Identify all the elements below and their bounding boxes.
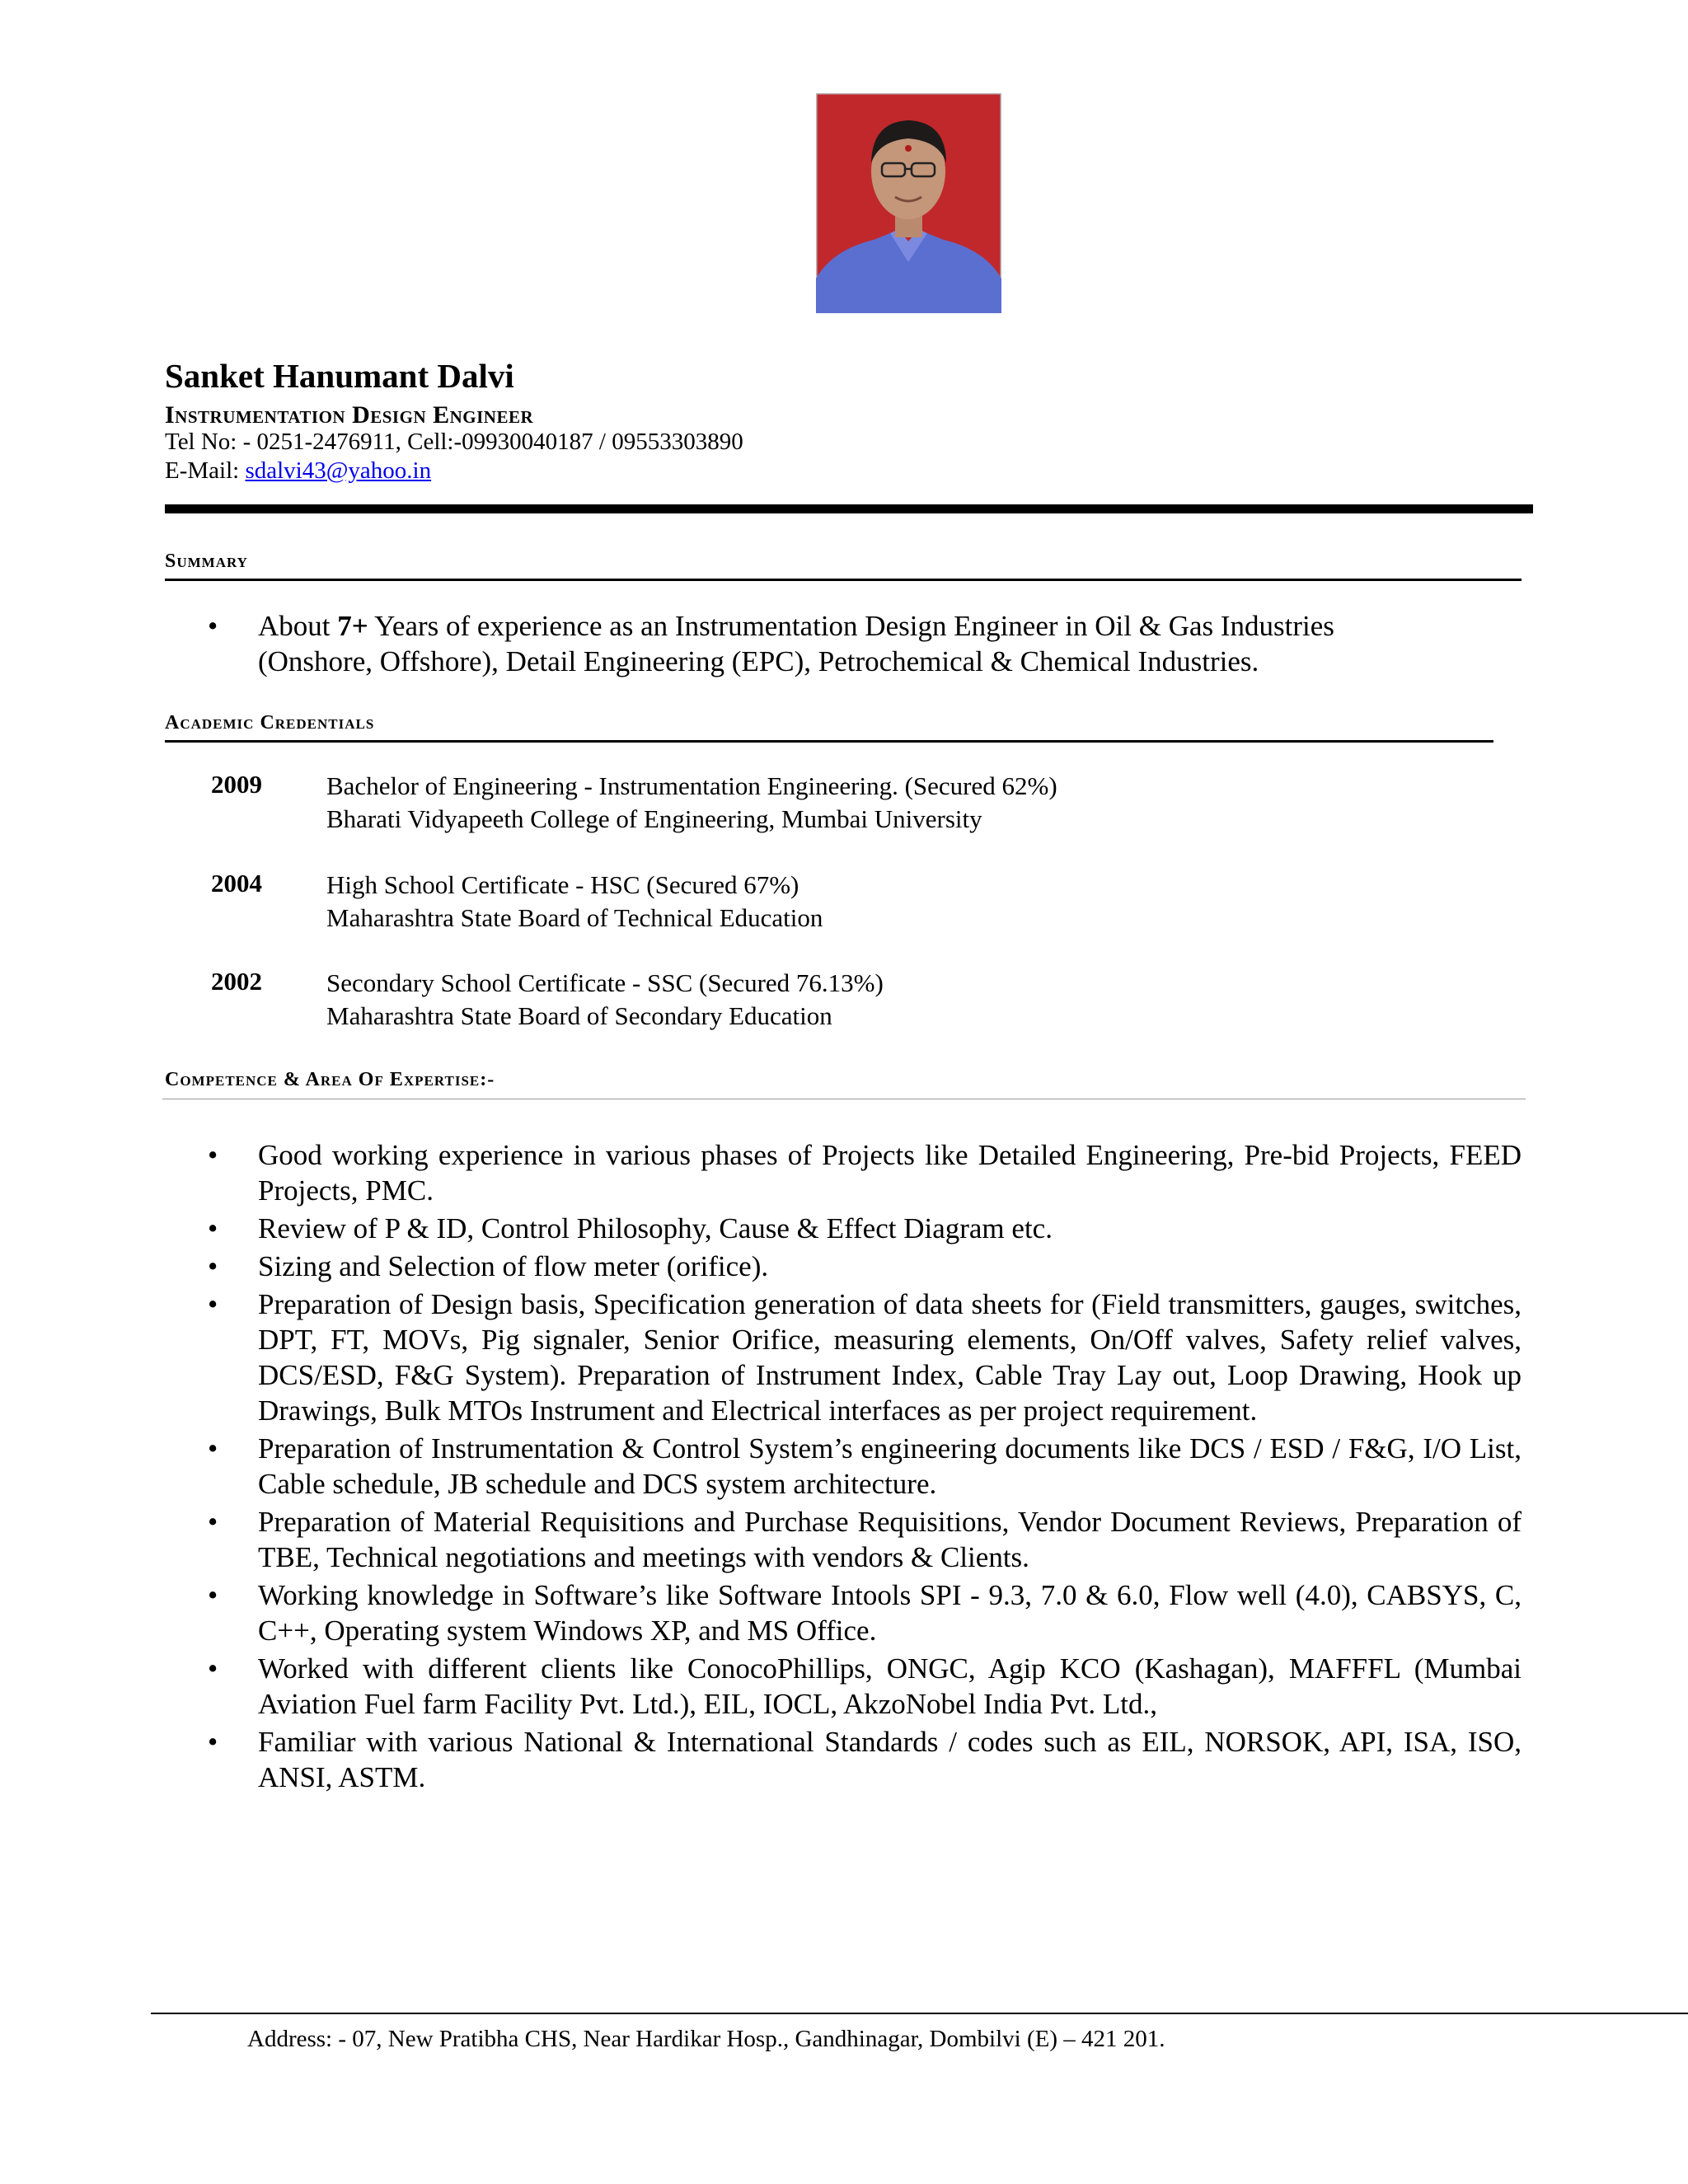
summary-divider bbox=[165, 579, 1522, 581]
job-title: Instrumentation Design Engineer bbox=[165, 401, 534, 429]
competence-item: • Preparation of Design basis, Specification generation of data sheets for (Field transmitters, gauges, switches, DPT, FT, MOVs, Pig signaler, Senior Orifice, measuring elements, On/Off valves, Safety relief valves, DCS/ESD, F&G System). Preparation of Instrument Index, Cable Tray Lay out, Loop Drawing, Hook up Drawings, Bulk MTOs Instrument and Electrical interfaces as per project requirement. bbox=[165, 1286, 1522, 1428]
summary-prefix: About bbox=[258, 610, 338, 642]
phone-numbers: Tel No: - 0251-2476911, Cell:-09930040187 / 09553303890 bbox=[165, 429, 743, 455]
academic-divider bbox=[165, 740, 1493, 743]
academic-degree: High School Certificate - HSC (Secured 67%) bbox=[326, 870, 799, 899]
competence-item: • Worked with different clients like ConocoPhillips, ONGC, Agip KCO (Kashagan), MAFFFL (Mumbai Aviation Fuel farm Facility Pvt. Ltd.), EIL, IOCL, AkzoNobel India Pvt. Ltd., bbox=[165, 1651, 1522, 1722]
competence-list bbox=[165, 1137, 1522, 1797]
competence-item: • Sizing and Selection of flow meter (orifice). bbox=[165, 1249, 1522, 1284]
academic-year: 2004 bbox=[211, 869, 262, 898]
header-divider bbox=[165, 504, 1533, 513]
summary-item bbox=[165, 608, 1426, 679]
footer-divider bbox=[151, 2013, 1688, 2014]
footer-address: Address: - 07, New Pratibha CHS, Near Hardikar Hosp., Gandhinagar, Dombilvi (E) – 421 201. bbox=[247, 2026, 1165, 2052]
academic-entry bbox=[326, 770, 1057, 836]
academic-year: 2002 bbox=[211, 967, 262, 996]
competence-item: • Good working experience in various phases of Projects like Detailed Engineering, Pre-bid Projects, FEED Projects, PMC. bbox=[165, 1137, 1522, 1208]
academic-institution: Maharashtra State Board of Secondary Education bbox=[326, 1001, 832, 1030]
summary-heading: Summary bbox=[165, 551, 248, 572]
academic-institution: Maharashtra State Board of Technical Education bbox=[326, 903, 823, 932]
competence-item: • Familiar with various National & International Standards / codes such as EIL, NORSOK, API, ISA, ISO, ANSI, ASTM. bbox=[165, 1724, 1522, 1795]
academic-entry bbox=[326, 869, 823, 935]
email-link[interactable]: sdalvi43@yahoo.in bbox=[245, 457, 432, 484]
profile-photo bbox=[816, 93, 1001, 313]
competence-item: • Review of P & ID, Control Philosophy, Cause & Effect Diagram etc. bbox=[165, 1211, 1522, 1246]
academic-entry bbox=[326, 967, 884, 1033]
summary-years: 7+ bbox=[337, 610, 368, 642]
competence-item: • Preparation of Material Requisitions and Purchase Requisitions, Vendor Document Reviews, Preparation of TBE, Technical negotiations and meetings with vendors & Clients. bbox=[165, 1504, 1522, 1575]
academic-degree: Bachelor of Engineering - Instrumentation Engineering. (Secured 62%) bbox=[326, 771, 1057, 800]
summary-text: Years of experience as an Instrumentation Design Engineer in Oil & Gas Industries (Onshore, Offshore), Detail Engineering (EPC), Petrochemical & Chemical Industries. bbox=[258, 610, 1334, 677]
competence-item: • Working knowledge in Software’s like Software Intools SPI - 9.3, 7.0 & 6.0, Flow well (4.0), CABSYS, C, C++, Operating system Windows XP, and MS Office. bbox=[165, 1577, 1522, 1648]
summary-list bbox=[165, 608, 1426, 679]
academic-heading: Academic Credentials bbox=[165, 712, 375, 733]
profile-photo-image bbox=[816, 93, 1001, 313]
competence-heading: Competence & Area Of Expertise:- bbox=[165, 1069, 495, 1090]
academic-degree: Secondary School Certificate - SSC (Secured 76.13%) bbox=[326, 968, 884, 997]
email-label: E-Mail: bbox=[165, 457, 246, 484]
academic-institution: Bharati Vidyapeeth College of Engineering, Mumbai University bbox=[326, 804, 982, 833]
candidate-name: Sanket Hanumant Dalvi bbox=[165, 357, 514, 395]
academic-year: 2009 bbox=[211, 770, 262, 799]
email-line bbox=[165, 457, 431, 485]
competence-item: • Preparation of Instrumentation & Control System’s engineering documents like DCS / ESD / F&G, I/O List, Cable schedule, JB schedule and DCS system architecture. bbox=[165, 1431, 1522, 1502]
